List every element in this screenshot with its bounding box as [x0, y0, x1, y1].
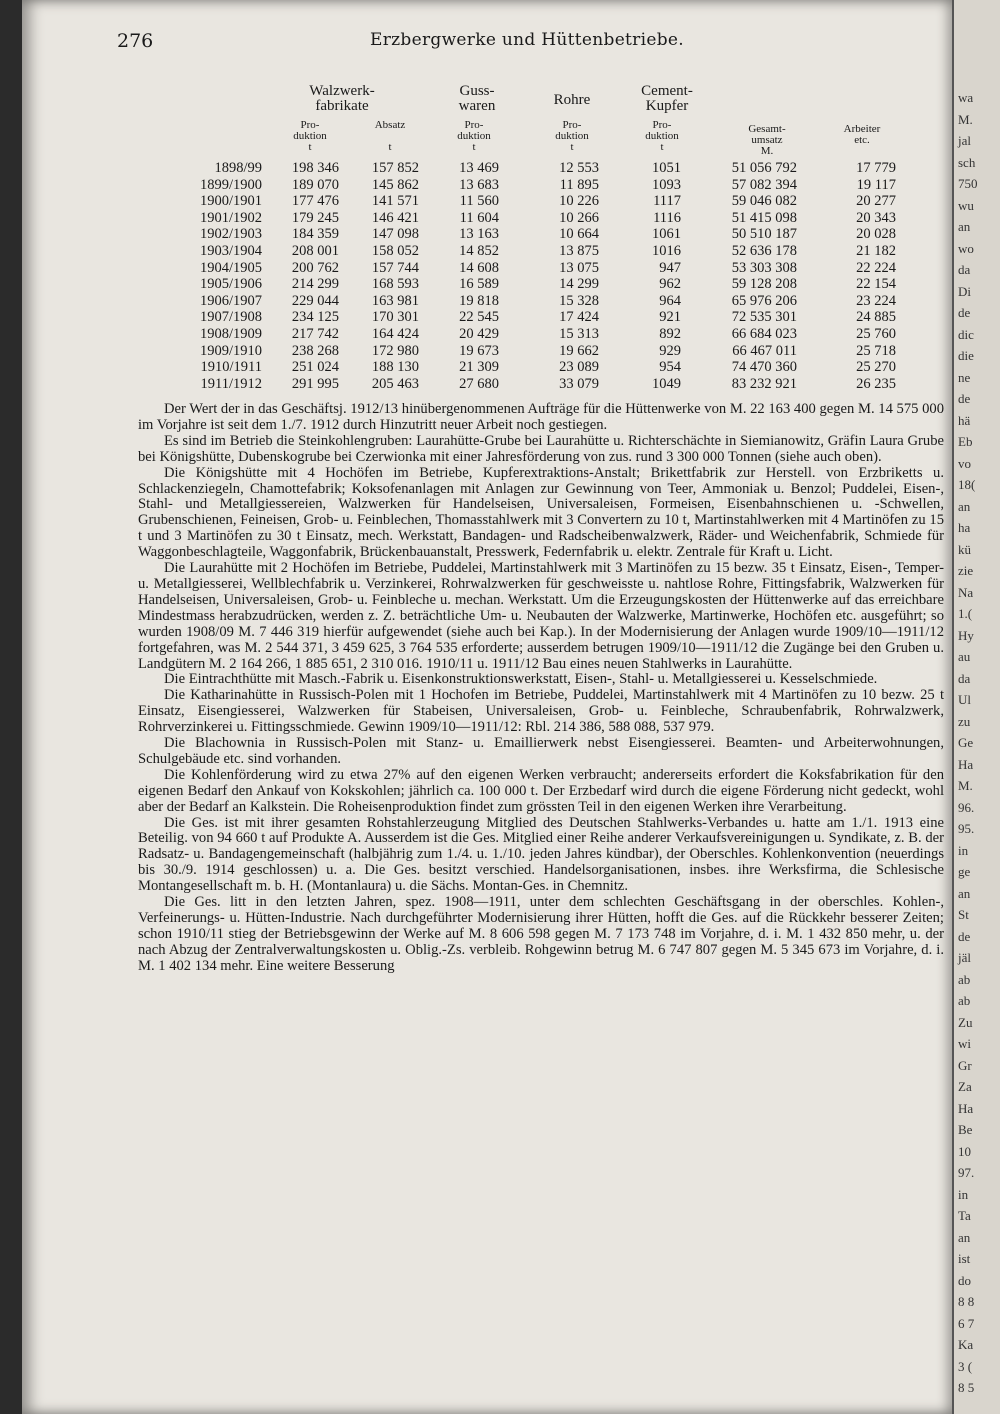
adjacent-page-fragment: au: [958, 649, 971, 664]
adjacent-page-fragment: Za: [958, 1079, 972, 1094]
paragraph: Die Blachownia in Russisch-Polen mit Stanz- u. Emaillierwerk nebst Eisengiesserei. Beamten- und Arbeiterwohnungen, Schulgebäude etc. sind vorhanden.: [138, 735, 944, 767]
table-cell-c1: 177 476: [291, 193, 339, 210]
adjacent-page-fragment: ne: [958, 369, 971, 385]
table-cell-year: 1903/1904: [199, 243, 262, 259]
adjacent-page-fragment: wi: [958, 1036, 971, 1051]
table-cell-c2: 164 424: [371, 326, 419, 342]
table-cell-c6: 51 415 098: [731, 209, 797, 226]
table-cell-c5: 929: [659, 342, 681, 359]
table-cell-c4: 14 299: [559, 276, 599, 293]
table-cell-c6: 66 684 023: [731, 326, 797, 342]
table-cell-c5: 921: [659, 309, 681, 326]
paragraph: Die Eintrachthütte mit Masch.-Fabrik u. Eisenkonstruktionswerkstatt, Eisen-, Stahl- u. Metallgiesserei u. Kesselschmiede.: [164, 671, 878, 688]
table-cell-year: 1907/1908: [199, 309, 262, 326]
table-cell-c7: 22 154: [856, 276, 896, 293]
table-cell-c1: 208 001: [291, 243, 339, 259]
table-cell-c4: 17 424: [559, 309, 599, 326]
adjacent-page-fragment: 97.: [958, 1165, 975, 1180]
adjacent-page-fragment: ab: [958, 993, 971, 1008]
adjacent-page-fragment: 750: [958, 176, 978, 191]
adjacent-page-fragment: Gr: [958, 1057, 972, 1073]
table-cell-c3: 19 818: [459, 292, 499, 309]
table-cell-c5: 1116: [653, 209, 681, 226]
table-row: [162, 160, 922, 177]
subheader-cement-prod: Pro- duktion t: [645, 119, 679, 153]
table-cell-c7: 17 779: [856, 160, 896, 176]
paragraph: Die Kohlenförderung wird zu etwa 27% auf den eigenen Werken verbraucht; andererseits erfordert die Koksfabrikation für den eigenen Bedarf den Ankauf von Kokskohlen; jährlich ca. 100 000 t. Der Erzbedarf wird durch die eigene Förderung nicht gedeckt, wohl aber der Bedarf an Kalkstein. Die Roheisenproduktion findet zum grössten Teil in den eigenen Werken ihre Verarbeitung.: [138, 766, 944, 815]
table-cell-c4: 10 664: [559, 226, 599, 243]
table-row: [162, 226, 922, 243]
table-cell-c1: 291 995: [291, 375, 339, 392]
table-cell-c2: 145 862: [371, 176, 419, 193]
adjacent-page-fragment: ab: [958, 971, 971, 987]
adjacent-page-fragment: 95.: [958, 821, 975, 836]
subheader-walz-prod: Pro- duktion t: [293, 119, 327, 153]
table-row: [162, 276, 922, 293]
adjacent-page-fragment: Be: [958, 1122, 973, 1137]
header-guss: Guss- waren: [458, 83, 496, 114]
adjacent-page-fragment: 10: [958, 1143, 971, 1159]
table-cell-c5: 954: [659, 359, 681, 376]
adjacent-page-fragment: an: [958, 885, 971, 901]
paragraph: Die Ges. ist mit ihrer gesamten Rohstahlerzeugung Mitglied des Deutschen Stahlwerks-Verbandes u. hatte am 1./1. 1913 eine Beteilig. von 94 660 t auf Produkte A. Ausserdem ist die Ges. Mitglied einer Reihe anderer Verkaufsvereinigungen u. Syndikate, z. B. der Radsatz- u. Bandagengemeinschaft (halbjährig zum 1./4. u. 1./10. jeden Jahres kündbar), der Oberschles. Kohlenkonvention (neuerdings bis 30./9. 1914 geschlossen) u. a. Die Ges. besitzt verschied. Handelsorganisationen, insbes. ihre Werksfirma, die Schlesische Montangesellschaft m. b. H. (Montanlaura) u. die Sächs. Montan-Ges. in Chemnitz.: [138, 814, 944, 895]
table-cell-c1: 198 346: [291, 160, 339, 176]
table-cell-c5: 1049: [652, 375, 681, 392]
table-cell-c2: 147 098: [371, 226, 419, 243]
adjacent-page-fragment: in: [958, 842, 969, 858]
table-cell-c3: 14 852: [459, 243, 499, 259]
adjacent-page-fragment: St: [958, 907, 969, 922]
table-cell-year: 1908/1909: [199, 326, 262, 342]
table-cell-c7: 22 224: [856, 259, 896, 276]
adjacent-page-fragment: de: [958, 928, 971, 944]
adjacent-page-fragment: 3 (: [958, 1358, 973, 1374]
table-cell-c6: 59 128 208: [731, 276, 797, 293]
adjacent-page-fragment: wa: [958, 90, 974, 105]
table-cell-c1: 184 359: [291, 226, 339, 243]
adjacent-page-fragment: ist: [958, 1251, 971, 1266]
adjacent-page-fragment: zie: [958, 563, 974, 578]
table-cell-c2: 157 852: [371, 160, 419, 176]
table-row: [162, 260, 922, 277]
adjacent-page-fragment: Ge: [958, 735, 974, 750]
table-cell-c5: 1051: [652, 160, 681, 176]
table-cell-year: 1911/1912: [200, 375, 262, 392]
table-cell-c4: 13 875: [559, 243, 599, 259]
table-cell-c1: 229 044: [291, 292, 339, 309]
adjacent-page-fragment: Zu: [958, 1014, 973, 1030]
table-row: [162, 177, 922, 194]
adjacent-page-fragment: Eb: [958, 434, 973, 449]
table-cell-c2: 146 421: [371, 209, 419, 226]
adjacent-page-fragment: vo: [958, 455, 971, 471]
table-cell-c4: 11 895: [559, 176, 599, 193]
table-cell-c3: 11 604: [459, 209, 499, 226]
table-cell-c3: 11 560: [459, 193, 499, 210]
table-cell-c2: 172 980: [371, 342, 419, 359]
table-cell-year: 1909/1910: [199, 342, 262, 359]
table-cell-c3: 14 608: [459, 259, 499, 276]
table-row: [162, 343, 922, 360]
table-row: [162, 210, 922, 227]
table-cell-c7: 21 182: [856, 243, 896, 259]
table-cell-c3: 13 469: [459, 160, 499, 176]
adjacent-page-fragment: Hy: [958, 627, 974, 643]
table-cell-year: 1904/1905: [199, 259, 262, 276]
table-cell-c2: 141 571: [371, 193, 419, 210]
adjacent-page-fragment: in: [958, 1186, 969, 1202]
table-cell-c3: 13 683: [459, 176, 499, 193]
table-cell-c5: 1061: [652, 226, 681, 243]
running-title: Erzbergwerke und Hüttenbetriebe.: [370, 30, 684, 50]
adjacent-page-fragment: ha: [958, 520, 971, 535]
adjacent-page-fragment: de: [958, 391, 971, 406]
table-cell-c3: 20 429: [459, 326, 499, 342]
table-cell-c1: 217 742: [291, 326, 339, 342]
table-row: [162, 359, 922, 376]
table-cell-c3: 16 589: [459, 276, 499, 293]
table-cell-c7: 24 885: [856, 309, 896, 326]
table-row: [162, 326, 922, 343]
table-cell-c7: 25 718: [856, 342, 896, 359]
table-cell-year: 1902/1903: [199, 226, 262, 243]
adjacent-page-fragment: do: [958, 1272, 971, 1288]
table-cell-c3: 22 545: [459, 309, 499, 326]
paragraph: Die Laurahütte mit 2 Hochöfen im Betriebe, Puddelei, Martinstahlwerk mit 3 Martinöfen zu 15 bezw. 35 t Einsatz, Eisen-, Temper- u. Metallgiesserei, Wellblechfabrik u. Verzinkerei, Rohrwalzwerken für geschweisste u. nahtlose Rohre, Fittingsfabrik, Walzwerken für Handelseisen, Universaleisen, Grob- u. Feinbleche u. mechan. Werkstatt. Um die Erzeugungskosten der Hüttenwerke auf das erreichbare Mindestmass herabzudrücken, werden z. Z. beträchtliche Um- u. Neubauten der Walzwerke, Martinwerke, Hochöfen etc. ausgeführt; so wurden 1908/09 M. 7 446 319 hierfür aufgewendet (siehe auch bei Kap.). In der Modernisierung der Anlagen wurde 1909/10—1911/12 fortgefahren, was M. 2 544 371, 3 459 625, 3 764 535 erforderte; ausserdem betrugen 1909/10—1911/12 die Zugänge bei den Gruben u. Landgütern M. 2 164 266, 1 885 651, 2 310 016. 1910/11 u. 1911/12 Bau eines neuen Stahlwerks in Laurahütte.: [138, 560, 944, 672]
table-cell-c7: 19 117: [856, 176, 896, 193]
table-cell-c4: 15 313: [559, 326, 599, 342]
table-cell-c2: 170 301: [371, 309, 419, 326]
paragraph: Der Wert der in das Geschäftsj. 1912/13 hinübergenommenen Aufträge für die Hüttenwerke von M. 22 163 400 gegen M. 14 575 000 im Vorjahre ist seit dem 1./7. 1912 durch Hinzutritt neuer Arbeit noch gestiegen.: [138, 401, 944, 433]
table-cell-year: 1901/1902: [199, 209, 262, 226]
table-cell-c4: 15 328: [559, 292, 599, 309]
adjacent-page-fragment: M.: [958, 111, 973, 127]
table-cell-c2: 168 593: [371, 276, 419, 293]
table-cell-c2: 163 981: [371, 292, 419, 309]
table-cell-c7: 23 224: [856, 292, 896, 309]
header-walzwerk: Walzwerk- fabrikate: [309, 83, 375, 114]
adjacent-page-fragment: die: [958, 348, 974, 363]
table-cell-c5: 1117: [653, 193, 681, 210]
table-cell-c4: 10 226: [559, 193, 599, 210]
table-cell-year: 1900/1901: [199, 193, 262, 210]
table-cell-c6: 52 636 178: [731, 243, 797, 259]
table-cell-c4: 12 553: [559, 160, 599, 176]
adjacent-page-fragment: zu: [958, 713, 971, 729]
paragraph: Es sind im Betrieb die Steinkohlengruben: Laurahütte-Grube bei Laurahütte u. Richterschächte in Siemianowitz, Gräfin Laura Grube bei Königshütte, Dubenskogrube bei Czerwionka mit einer Jahresförderung von zus. rund 3 300 000 Tonnen (siehe auch oben).: [138, 432, 944, 465]
table-cell-c1: 179 245: [291, 209, 339, 226]
page-header: [117, 30, 937, 54]
table-cell-c7: 26 235: [856, 375, 896, 392]
table-cell-year: 1898/99: [214, 160, 262, 176]
adjacent-page-fragment: dic: [958, 326, 974, 342]
adjacent-page-fragment: an: [958, 1229, 971, 1245]
adjacent-page-fragment: wu: [958, 197, 974, 213]
table-cell-c6: 66 467 011: [732, 342, 797, 359]
adjacent-page-fragment: M.: [958, 778, 973, 793]
header-cement: Cement- Kupfer: [641, 83, 693, 114]
table-row: [162, 293, 922, 310]
table-cell-year: 1899/1900: [199, 176, 262, 193]
table-cell-c6: 51 056 792: [731, 160, 797, 176]
adjacent-page-fragment: jal: [958, 133, 971, 148]
table-cell-year: 1910/1911: [200, 359, 262, 376]
adjacent-page-fragment: 96.: [958, 799, 975, 815]
table-cell-c6: 74 470 360: [731, 359, 797, 376]
table-cell-c5: 962: [659, 276, 681, 293]
table-cell-c7: 20 028: [856, 226, 896, 243]
adjacent-page-fragment: wo: [958, 240, 974, 256]
table-cell-c7: 20 343: [856, 209, 896, 226]
subheader-rohre-prod: Pro- duktion t: [555, 119, 589, 153]
adjacent-page-fragment: sch: [958, 154, 976, 170]
table-cell-c6: 53 303 308: [731, 259, 797, 276]
table-cell-c6: 83 232 921: [731, 375, 797, 392]
table-cell-c4: 19 662: [559, 342, 599, 359]
table-cell-c4: 33 079: [559, 375, 599, 392]
table-cell-c4: 23 089: [559, 359, 599, 376]
table-cell-c4: 13 075: [559, 259, 599, 276]
adjacent-page-fragment: Ta: [958, 1208, 971, 1223]
adjacent-page-fragment: 18(: [958, 477, 976, 492]
adjacent-page-fragment: an: [958, 498, 971, 514]
adjacent-page-fragment: da: [958, 262, 971, 277]
table-cell-c6: 50 510 187: [731, 226, 797, 243]
adjacent-page-fragment: Ha: [958, 756, 974, 772]
adjacent-page-fragment: 6 7: [958, 1315, 975, 1331]
adjacent-page-fragment: kü: [958, 541, 971, 557]
table-cell-c6: 59 046 082: [731, 193, 797, 210]
table-cell-c6: 65 976 206: [731, 292, 797, 309]
adjacent-page-fragment: Na: [958, 584, 974, 600]
adjacent-page-fragment: an: [958, 219, 971, 234]
table-cell-c5: 947: [659, 259, 681, 276]
subheader-guss-prod: Pro- duktion t: [457, 119, 491, 153]
table-cell-c1: 238 268: [291, 342, 339, 359]
table-cell-c5: 1016: [652, 243, 681, 259]
document-page: [22, 0, 952, 1414]
table-cell-c3: 13 163: [459, 226, 499, 243]
header-rohre: Rohre: [553, 92, 591, 108]
table-cell-c2: 158 052: [371, 243, 419, 259]
table-row: [162, 193, 922, 210]
adjacent-page-fragment: 8 8: [958, 1294, 975, 1309]
paragraph: Die Katharinahütte in Russisch-Polen mit 1 Hochofen im Betriebe, Puddelei, Martinstahlwerk mit 4 Martinöfen zu 10 bezw. 25 t Einsatz, Eisengiesserei, Walzwerken für Stabeisen, Universaleisen, Grob- u. Feinbleche, Schraubenfabrik, Rohrwalzwerk, Rohrverzinkerei u. Fittingsschmiede. Gewinn 1909/10—1911/12: Rbl. 214 386, 588 088, 537 979.: [138, 687, 944, 736]
table-cell-c1: 189 070: [291, 176, 339, 193]
table-cell-year: 1905/1906: [199, 276, 262, 293]
adjacent-page-fragment: hä: [958, 412, 971, 428]
table-cell-c5: 892: [659, 326, 681, 342]
adjacent-page-fragment: Ka: [958, 1337, 974, 1352]
page-number: 276: [117, 30, 154, 52]
table-cell-c1: 214 299: [291, 276, 339, 293]
table-cell-c6: 72 535 301: [731, 309, 797, 326]
table-cell-c5: 964: [659, 292, 681, 309]
adjacent-page-fragment: Ul: [958, 692, 971, 707]
adjacent-page-fragment: Ha: [958, 1100, 974, 1116]
table-cell-c2: 205 463: [371, 375, 419, 392]
table-cell-c7: 25 760: [856, 326, 896, 342]
subheader-arbeiter: Arbeiter etc.: [843, 123, 881, 146]
table-cell-c2: 188 130: [371, 359, 419, 376]
table-cell-c7: 20 277: [856, 193, 896, 210]
table-cell-c2: 157 744: [371, 259, 419, 276]
adjacent-page-fragment: Di: [958, 283, 971, 299]
adjacent-page-fragment: 1.(: [958, 606, 973, 621]
table-cell-c1: 200 762: [291, 259, 339, 276]
table-cell-c7: 25 270: [856, 359, 896, 376]
body-text: [138, 402, 944, 975]
adjacent-page-fragment: ge: [958, 864, 971, 879]
adjacent-page-edge: [952, 0, 1000, 1414]
adjacent-page-fragment: jäl: [958, 950, 971, 965]
subheader-gesamtumsatz: Gesamt- umsatz M.: [748, 123, 786, 157]
adjacent-page-fragment: de: [958, 305, 971, 320]
table-row: [162, 243, 922, 260]
adjacent-page-fragment: 8 5: [958, 1380, 975, 1395]
adjacent-page-fragment: da: [958, 670, 971, 686]
table-cell-c4: 10 266: [559, 209, 599, 226]
table-cell-c3: 19 673: [459, 342, 499, 359]
table-cell-c3: 21 309: [459, 359, 499, 376]
table-cell-c1: 234 125: [291, 309, 339, 326]
subheader-walz-absatz: Absatz t: [374, 119, 406, 153]
table-cell-c6: 57 082 394: [731, 176, 797, 193]
table-cell-c5: 1093: [652, 176, 681, 193]
table-row: [162, 309, 922, 326]
table-cell-year: 1906/1907: [199, 292, 262, 309]
table-row: [162, 376, 922, 393]
paragraph: Die Ges. litt in den letzten Jahren, spez. 1908—1911, unter dem schlechten Geschäftsgang in der oberschles. Kohlen-, Verfeinerungs- u. Hütten-Industrie. Nach durchgeführter Modernisierung ihrer Hütten, hofft die Ges. auf die Rückkehr besserer Zeiten; schon 1910/11 stieg der Betriebsgewinn der Werke auf M. 8 606 598 gegen M. 7 173 748 im Vorjahre, d. i. M. 1 432 850 mehr, u. der nach Abzug der Zentralverwaltungskosten u. Oblig.-Zs. verbleib. Rohgewinn betrug M. 6 747 807 gegen M. 5 345 673 im Vorjahre, d. i. M. 1 402 134 mehr. Eine weitere Besserung: [138, 894, 944, 974]
paragraph: Die Königshütte mit 4 Hochöfen im Betriebe, Kupferextraktions-Anstalt; Brikettfabrik zur Herstell. von Erzbriketts u. Schlackenziegeln, Chamottefabrik; Koksofenanlagen mit Anlagen zur Gewinnung von Teer, Ammoniak u. Benzol; Puddelei, Eisen-, Stahl- und Metallgiessereien, Walzwerken für Handelseisen, Universaleisen, Formeisen, Eisenbahnschienen u. -Schwellen, Grubenschienen, Feineisen, Grob- u. Feinblechen, Thomasstahlwerk mit 3 Convertern zu 10 t, Martinstahlwerken mit 4 Martinöfen zu 15 t und 3 Martinöfen zu 30 t Einsatz, mech. Werkstatt, Bandagen- und Radscheibenwalzwerk, Räder- und Weichenfabrik, Schmiede für Waggonbeschlagteile, Waggonfabrik, Brückenbauanstalt, Presswerk, Federnfabrik u. elektr. Zentrale für Kraft u. Licht.: [138, 464, 944, 561]
table-cell-c3: 27 680: [459, 375, 499, 392]
table-cell-c1: 251 024: [291, 359, 339, 376]
